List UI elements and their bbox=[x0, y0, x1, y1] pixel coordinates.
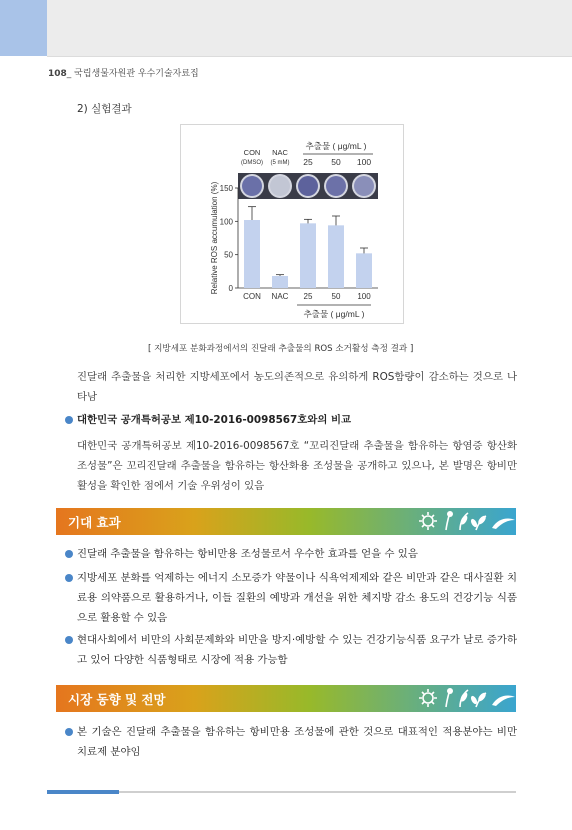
bullet-icon bbox=[65, 728, 73, 736]
effect-item-text: 진달래 추출물을 함유하는 항비만용 조성물로서 우수한 효과를 얻을 수 있음 bbox=[77, 548, 418, 560]
market-item-text: 본 기술은 진달래 추출물을 함유하는 항비만용 조성물에 관한 것으로 대표적인 적용분야는 비만 치료제 분야임 bbox=[77, 726, 517, 758]
well-image bbox=[354, 176, 374, 196]
column-sublabel: (DMSO) bbox=[241, 160, 263, 166]
nature-decor-icon bbox=[416, 508, 516, 535]
well-image bbox=[270, 176, 290, 196]
comparison-heading-row bbox=[65, 410, 517, 430]
x-tick-label: 50 bbox=[331, 292, 341, 301]
bar bbox=[356, 253, 372, 288]
y-tick-label: 100 bbox=[219, 217, 233, 227]
well-image bbox=[298, 176, 318, 196]
bullet-icon bbox=[65, 416, 73, 424]
effect-item-text: 지방세포 분화를 억제하는 에너지 소모증가 약물이나 식욕억제제와 같은 비만과 같은 대사질환 치료용 의약품으로 활용하거나, 이들 질환의 예방과 개선을 위한 체지방 감소 용도의 건강기능 식품으로 활용할 수 있음 bbox=[77, 572, 517, 624]
market-item-1 bbox=[65, 722, 517, 762]
result-text: 진달래 추출물을 처리한 지방세포에서 농도의존적으로 유의하게 ROS함량이 감소하는 것으로 나타남 bbox=[77, 371, 517, 403]
figure-panel bbox=[180, 124, 404, 324]
bar bbox=[272, 276, 288, 288]
y-tick-label: 0 bbox=[228, 284, 233, 293]
bar bbox=[300, 223, 316, 288]
page-header bbox=[48, 66, 199, 79]
nature-decor-icon bbox=[416, 685, 516, 712]
column-label: 25 bbox=[303, 157, 313, 167]
effect-item-1 bbox=[65, 544, 517, 564]
column-label: 50 bbox=[331, 157, 341, 167]
x-tick-label: 25 bbox=[303, 292, 313, 301]
page-number: 108 bbox=[48, 69, 67, 79]
market-banner bbox=[56, 685, 516, 712]
comparison-heading: 대한민국 공개특허공보 제10-2016-0098567호와의 비교 bbox=[77, 414, 352, 426]
y-tick-label: 150 bbox=[219, 184, 233, 193]
top-band bbox=[0, 0, 572, 56]
ros-bar-chart bbox=[181, 125, 403, 323]
figure-caption: [ 지방세포 분화과정에서의 진달래 추출물의 ROS 소거활성 측정 결과 ] bbox=[148, 344, 414, 354]
x-tick-label: NAC bbox=[271, 292, 289, 301]
market-title: 시장 동향 및 전망 bbox=[68, 692, 166, 707]
effect-item-3 bbox=[65, 630, 517, 670]
x-tick-label: 100 bbox=[357, 292, 371, 301]
bottom-group-label: 추출물 ( μg/mL ) bbox=[303, 309, 365, 319]
bullet-icon bbox=[65, 574, 73, 582]
expected-effects-banner bbox=[56, 508, 516, 535]
header-divider bbox=[47, 56, 572, 57]
group-header: 추출물 ( μg/mL ) bbox=[305, 141, 367, 151]
bar bbox=[244, 220, 260, 288]
section-label: 2) 실험결과 bbox=[77, 103, 132, 115]
column-label: 100 bbox=[356, 157, 372, 167]
bar bbox=[328, 225, 344, 288]
comparison-body: 대한민국 공개특허공보 제10-2016-0098567호 “꼬리진달래 추출물을 함유하는 항염증 항산화 조성물”은 꼬리진달래 추출물을 함유하는 항산화용 조성물을 공개하고 있으나, 본 발명은 항비만 활성을 확인한 점에서 기술 우위성이 있음 bbox=[77, 440, 517, 492]
x-tick-label: CON bbox=[243, 292, 261, 301]
page-edge-tab bbox=[0, 0, 47, 56]
publication-title: _ 국립생물자원관 우수기술자료집 bbox=[66, 69, 199, 79]
effect-item-text: 현대사회에서 비만의 사회문제화와 비만을 방지·예방할 수 있는 건강기능식품 요구가 날로 증가하고 있어 다양한 식품형태로 시장에 적용 가능함 bbox=[77, 634, 517, 666]
y-axis-label: Relative ROS accumulation (%) bbox=[210, 181, 219, 295]
well-image bbox=[326, 176, 346, 196]
footer-accent bbox=[47, 790, 119, 794]
y-tick-label: 50 bbox=[224, 250, 233, 260]
well-image bbox=[242, 176, 262, 196]
effect-item-2 bbox=[65, 568, 517, 628]
column-sublabel: (5 mM) bbox=[270, 160, 290, 166]
footer-rule bbox=[119, 791, 516, 793]
column-label: CON bbox=[243, 148, 261, 157]
expected-effects-title: 기대 효과 bbox=[68, 515, 121, 530]
column-label: NAC bbox=[272, 148, 288, 157]
bullet-icon bbox=[65, 636, 73, 644]
bullet-icon bbox=[65, 550, 73, 558]
